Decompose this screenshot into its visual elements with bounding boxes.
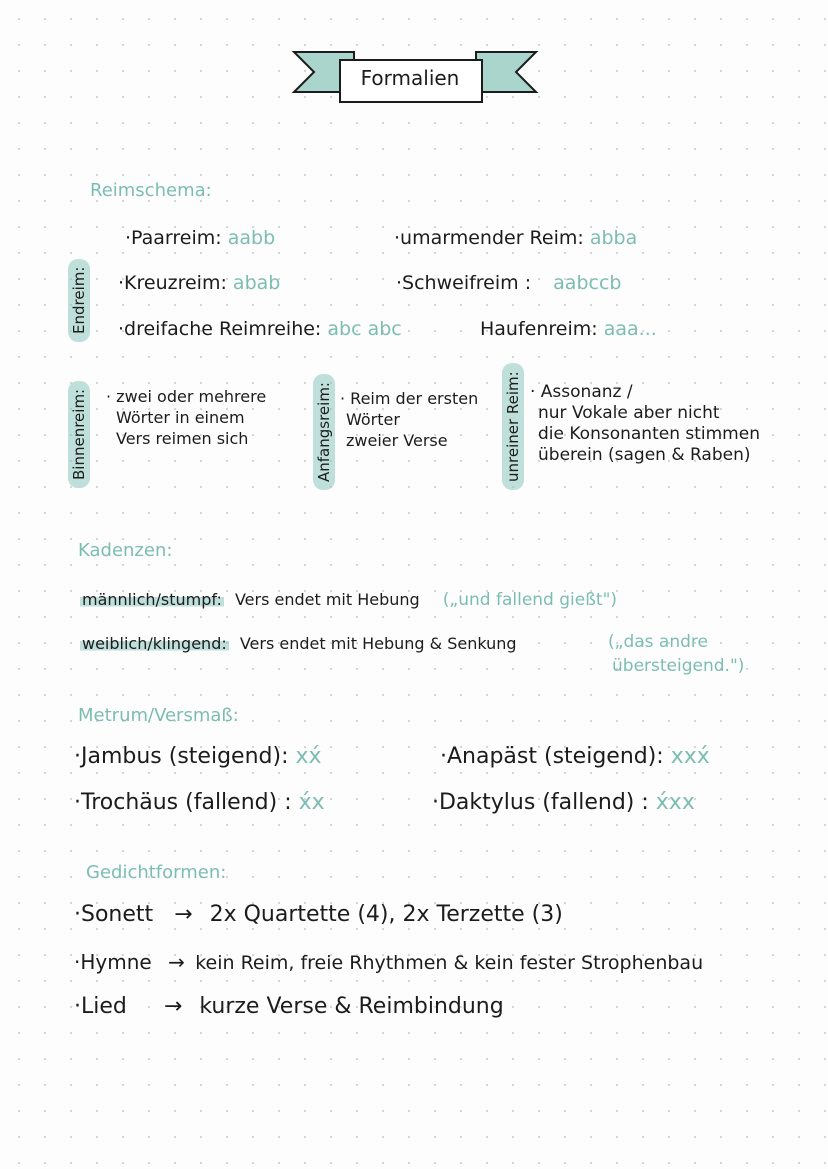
kadenz-weiblich-example-1: („das andre bbox=[608, 632, 708, 652]
unreiner-reim-text bbox=[530, 382, 760, 466]
trochaeus-label: ·Trochäus (fallend) : bbox=[74, 790, 292, 815]
sonett-text: 2x Quartette (4), 2x Terzette (3) bbox=[209, 902, 563, 927]
unreiner-reim-line: überein (sagen & Raben) bbox=[538, 445, 751, 465]
anfangsreim-text bbox=[340, 388, 478, 451]
anapaest-value: xxx́ bbox=[670, 744, 710, 769]
hymne-text: kein Reim, freie Rhythmen & kein fester Strophenbau bbox=[195, 952, 704, 974]
schweifreim-row bbox=[396, 272, 621, 294]
anfangsreim-line: · Reim der ersten bbox=[340, 389, 479, 408]
kreuzreim-row bbox=[118, 272, 280, 294]
haufenreim-label: Haufenreim: bbox=[480, 318, 598, 340]
sonett-arrow: → bbox=[174, 902, 193, 927]
trochaeus-row bbox=[74, 790, 325, 815]
umarmend-row bbox=[394, 227, 637, 249]
unreiner-reim-label: unreiner Reim: bbox=[502, 363, 524, 490]
anapaest-row bbox=[440, 744, 710, 769]
anfangsreim-line: Wörter bbox=[346, 410, 400, 429]
kadenz-weiblich-example-2: übersteigend.") bbox=[612, 656, 745, 676]
kreuzreim-value: abab bbox=[232, 272, 281, 294]
unreiner-reim-line: · Assonanz / bbox=[530, 382, 633, 402]
lied-text: kurze Verse & Reimbindung bbox=[199, 994, 504, 1019]
daktylus-row bbox=[432, 790, 695, 815]
kadenz-weiblich-row bbox=[80, 634, 517, 653]
binnenreim-line: · zwei oder mehrere bbox=[106, 387, 267, 406]
kadenz-weiblich-text: Vers endet mit Hebung & Senkung bbox=[239, 634, 517, 653]
lied-arrow: → bbox=[163, 994, 183, 1019]
daktylus-value: x́xx bbox=[655, 790, 695, 815]
anapaest-label: ·Anapäst (steigend): bbox=[440, 744, 664, 769]
dreifach-value: abc abc bbox=[327, 318, 402, 340]
metrum-heading: Metrum/Versmaß: bbox=[78, 705, 239, 726]
dreifach-row bbox=[118, 318, 402, 340]
kadenz-maennlich-row bbox=[80, 590, 617, 610]
schweifreim-value: aabccb bbox=[553, 272, 622, 294]
lied-row bbox=[74, 994, 504, 1019]
jambus-value: xx́ bbox=[295, 744, 322, 769]
endreim-label: Endreim: bbox=[68, 259, 90, 342]
kadenzen-heading: Kadenzen: bbox=[78, 540, 173, 561]
trochaeus-value: x́x bbox=[298, 790, 325, 815]
page-title: Formalien bbox=[360, 66, 460, 90]
hymne-arrow: → bbox=[168, 950, 185, 974]
kadenz-maennlich-example: („und fallend gießt") bbox=[442, 590, 618, 610]
paarreim-label: ·Paarreim: bbox=[125, 227, 222, 249]
kreuzreim-label: ·Kreuzreim: bbox=[118, 272, 227, 294]
sonett-label: ·Sonett bbox=[74, 902, 154, 927]
banner-right-ribbon bbox=[476, 52, 536, 92]
daktylus-label: ·Daktylus (fallend) : bbox=[432, 790, 649, 815]
binnenreim-line: Vers reimen sich bbox=[116, 429, 249, 448]
schweifreim-label: ·Schweifreim : bbox=[396, 272, 532, 294]
binnenreim-label: Binnenreim: bbox=[68, 381, 90, 488]
umarmend-value: abba bbox=[589, 227, 638, 249]
jambus-row bbox=[74, 744, 322, 769]
anfangsreim-label: Anfangsreim: bbox=[313, 374, 335, 490]
haufenreim-row bbox=[480, 318, 657, 340]
reimschema-heading: Reimschema: bbox=[90, 180, 212, 201]
kadenz-weiblich-label: weiblich/klingend: bbox=[82, 634, 227, 653]
kadenz-maennlich-label: männlich/stumpf: bbox=[82, 590, 222, 609]
paarreim-value: aabb bbox=[227, 227, 276, 249]
sonett-row bbox=[74, 902, 563, 927]
haufenreim-value: aaa... bbox=[603, 318, 657, 340]
lied-label: ·Lied bbox=[74, 994, 127, 1019]
binnenreim-text bbox=[106, 386, 266, 449]
hymne-label: ·Hymne bbox=[74, 950, 152, 974]
dreifach-label: ·dreifache Reimreihe: bbox=[118, 318, 322, 340]
gedichtformen-heading: Gedichtformen: bbox=[86, 862, 227, 883]
anfangsreim-line: zweier Verse bbox=[346, 431, 448, 450]
hymne-row bbox=[74, 950, 703, 974]
unreiner-reim-line: die Konsonanten stimmen bbox=[538, 424, 760, 444]
jambus-label: ·Jambus (steigend): bbox=[74, 744, 289, 769]
binnenreim-line: Wörter in einem bbox=[116, 408, 245, 427]
umarmend-label: ·umarmender Reim: bbox=[394, 227, 584, 249]
kadenz-maennlich-text: Vers endet mit Hebung bbox=[234, 590, 420, 609]
unreiner-reim-line: nur Vokale aber nicht bbox=[538, 403, 720, 423]
paarreim-row bbox=[125, 227, 275, 249]
